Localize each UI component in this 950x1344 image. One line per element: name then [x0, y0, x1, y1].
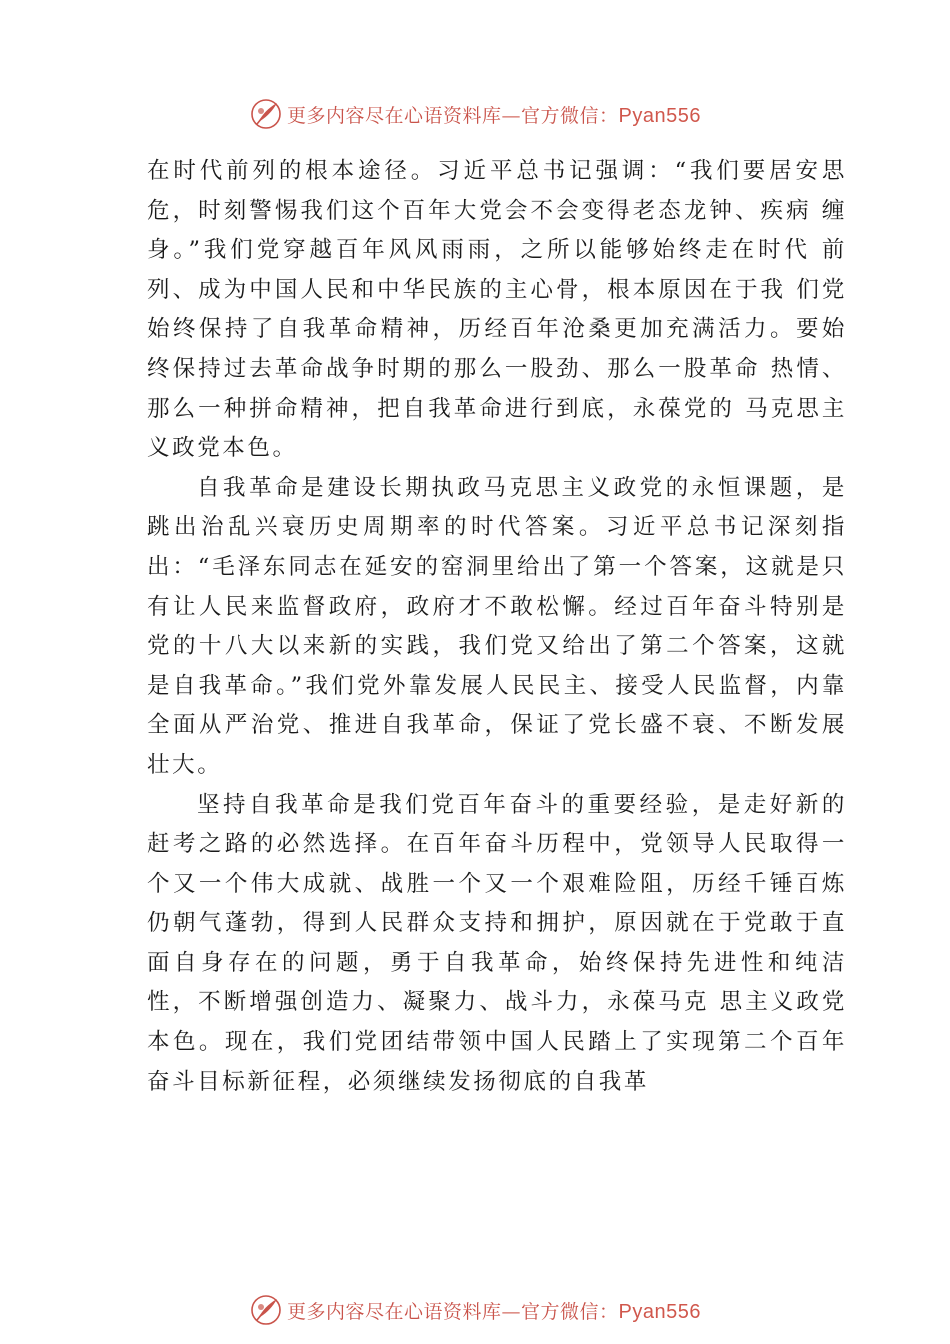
quill-pen-logo-icon — [249, 1293, 283, 1327]
quill-pen-logo-icon — [249, 97, 283, 131]
header-banner-separator: — — [501, 104, 522, 127]
paragraph-3: 坚持自我革命是我们党百年奋斗的重要经验，是走好新的赶考之路的必然选择。在百年奋斗历程中，党领导人民取得一个又一个伟大成就、战胜一个又一个艰难险阻，历经千锤百炼仍朝气蓬勃，得到人民群众支持和拥护，原因就在于党敢于直面自身存在的问题，勇于自我革命，始终保持先进性和纯洁性，不断增强创造力、凝聚力、战斗力，永葆马克 思主义政党本色。现在，我们党团结带领中国人民踏上了实现第二个百年奋斗目标新征程，必须继续发扬彻底的自我革 — [147, 791, 847, 1095]
footer-wechat-label: 官方微信： — [521, 1300, 619, 1323]
paragraph-1: 在时代前列的根本途径。习近平总书记强调：“我们要居安思 危，时刻警惕我们这个百年大党会不会变得老态龙钟、疾病 缠身。”我们党穿越百年风风雨雨，之所以能够始终走在时代 前列、成为中国人民和中华民族的主心骨，根本原因在于我 们党始终保持了自我革命精神，历经百年沧桑更加充满活力。要始终保持过去革命战争时期的那么一股劲、那么一股革命 热情、那么一种拼命精神，把自我革命进行到底，永葆党的 马克思主义政党本色。 — [147, 158, 847, 462]
header-wechat-id: Pyan556 — [618, 104, 701, 127]
footer-banner-separator: — — [501, 1300, 522, 1323]
header-banner-title: 更多内容尽在心语资料库 — [287, 104, 502, 127]
header-wechat-label: 官方微信： — [521, 104, 619, 127]
paragraph-2: 自我革命是建设长期执政马克思主义政党的永恒课题，是跳出治乱兴衰历史周期率的时代答案。习近平总书记深刻指出：“毛泽东同志在延安的窑洞里给出了第一个答案，这就是只有让人民来监督政府，政府才不敢松懈。经过百年奋斗特别是党的十八大以来新的实践，我们党又给出了第二个答案，这就是自我革命。”我们党外靠发展人民民主、接受人民监督，内靠全面从严治党、推进自我革命，保证了党长盛不衰、不断发展壮大。 — [147, 474, 847, 778]
header-banner — [0, 94, 950, 134]
footer-wechat-id: Pyan556 — [618, 1300, 701, 1323]
footer-banner — [0, 1290, 950, 1330]
footer-banner-text — [287, 1297, 701, 1324]
footer-banner-title: 更多内容尽在心语资料库 — [287, 1300, 502, 1323]
header-banner-text — [287, 101, 701, 128]
document-body — [147, 152, 847, 1102]
